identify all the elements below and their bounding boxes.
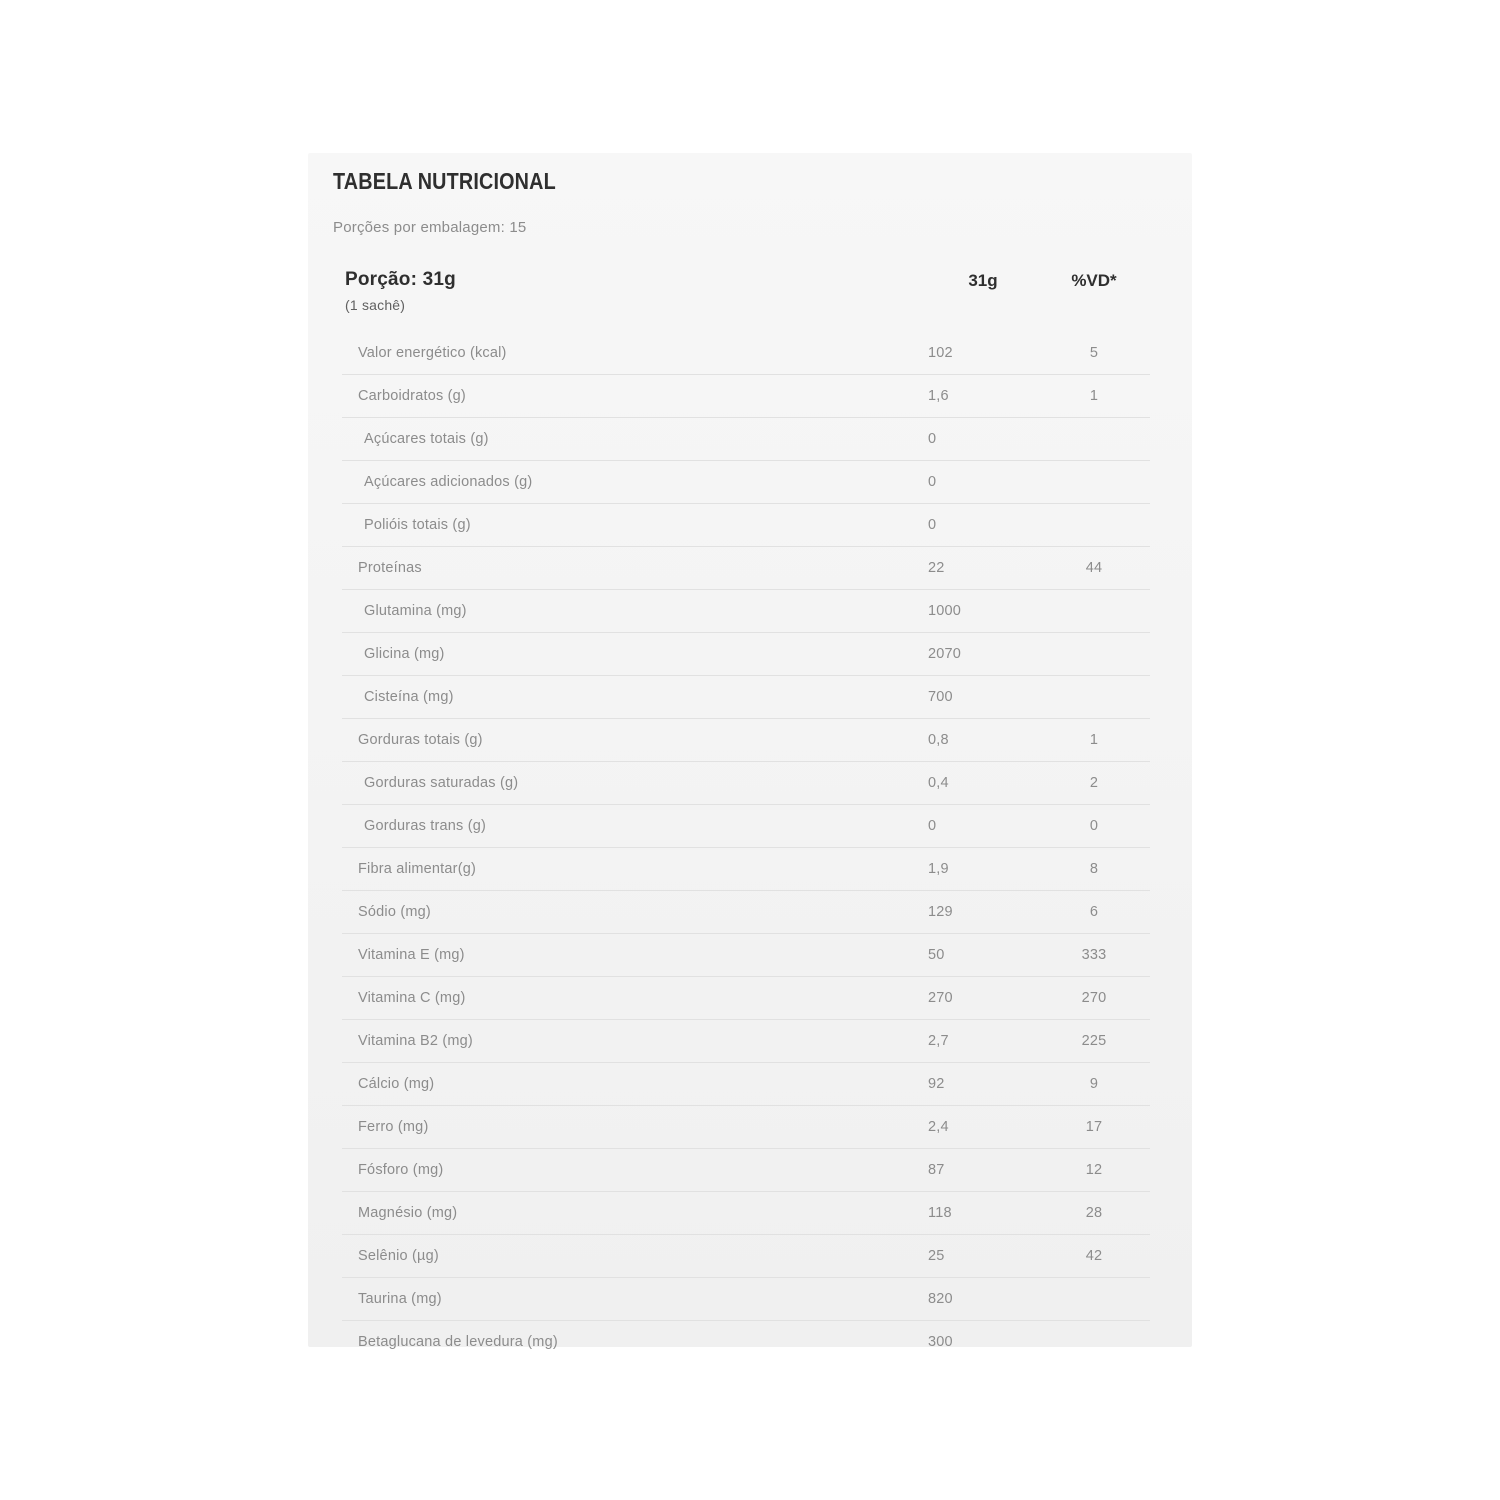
column-header-daily-value: %VD* <box>1071 271 1117 290</box>
table-row <box>342 1320 1150 1363</box>
table-row <box>342 546 1150 589</box>
nutrient-amount: 92 <box>928 1076 945 1092</box>
nutrient-label: Gorduras totais (g) <box>358 732 483 748</box>
nutrition-table <box>342 332 1150 1363</box>
nutrient-amount: 0,4 <box>928 775 949 791</box>
table-row <box>342 1234 1150 1277</box>
nutrient-daily-value: 8 <box>1089 861 1099 877</box>
nutrient-label: Betaglucana de levedura (mg) <box>358 1334 558 1350</box>
table-row <box>342 718 1150 761</box>
nutrient-label: Fósforo (mg) <box>358 1162 444 1178</box>
table-row <box>342 632 1150 675</box>
nutrient-amount: 270 <box>928 990 953 1006</box>
table-row <box>342 761 1150 804</box>
nutrient-label: Magnésio (mg) <box>358 1205 458 1221</box>
table-row <box>342 1105 1150 1148</box>
nutrition-facts-card <box>308 153 1192 1350</box>
nutrient-amount: 87 <box>928 1162 945 1178</box>
card-title: TABELA NUTRICIONAL <box>333 168 556 194</box>
nutrient-label: Gorduras saturadas (g) <box>364 775 519 791</box>
nutrient-label: Vitamina C (mg) <box>358 990 466 1006</box>
nutrient-daily-value: 1 <box>1089 732 1099 748</box>
nutrient-daily-value: 17 <box>1085 1119 1103 1135</box>
nutrient-amount: 820 <box>928 1291 953 1307</box>
serving-unit-label: (1 sachê) <box>345 297 406 313</box>
nutrient-amount: 0 <box>928 474 937 490</box>
nutrient-daily-value: 1 <box>1089 388 1099 404</box>
nutrient-amount: 0,8 <box>928 732 949 748</box>
table-row <box>342 1148 1150 1191</box>
table-row <box>342 847 1150 890</box>
nutrient-amount: 102 <box>928 345 953 361</box>
nutrient-amount: 2,4 <box>928 1119 949 1135</box>
nutrient-amount: 50 <box>928 947 945 963</box>
nutrient-label: Glicina (mg) <box>364 646 445 662</box>
nutrient-amount: 129 <box>928 904 953 920</box>
serving-size-label: Porção: 31g <box>345 269 456 290</box>
nutrient-amount: 700 <box>928 689 953 705</box>
table-row <box>342 933 1150 976</box>
nutrient-daily-value: 5 <box>1089 345 1099 361</box>
nutrient-label: Valor energético (kcal) <box>358 345 507 361</box>
table-row <box>342 675 1150 718</box>
nutrient-amount: 0 <box>928 431 937 447</box>
servings-per-package-text: Porções por embalagem: 15 <box>333 219 527 236</box>
nutrient-amount: 25 <box>928 1248 945 1264</box>
nutrient-amount: 1000 <box>928 603 962 619</box>
table-row <box>342 1277 1150 1320</box>
nutrient-amount: 2070 <box>928 646 962 662</box>
nutrient-label: Polióis totais (g) <box>364 517 471 533</box>
nutrient-daily-value: 9 <box>1089 1076 1099 1092</box>
nutrient-label: Cálcio (mg) <box>358 1076 435 1092</box>
nutrient-daily-value: 6 <box>1089 904 1099 920</box>
nutrient-amount: 0 <box>928 517 937 533</box>
table-row <box>342 804 1150 847</box>
table-row <box>342 1191 1150 1234</box>
nutrient-label: Ferro (mg) <box>358 1119 429 1135</box>
table-row <box>342 976 1150 1019</box>
nutrient-daily-value: 0 <box>1089 818 1099 834</box>
nutrient-daily-value: 2 <box>1089 775 1099 791</box>
nutrient-label: Gorduras trans (g) <box>364 818 487 834</box>
nutrient-amount: 300 <box>928 1334 953 1350</box>
nutrient-amount: 118 <box>928 1205 952 1221</box>
nutrient-daily-value: 225 <box>1081 1033 1107 1049</box>
table-row <box>342 1019 1150 1062</box>
nutrient-amount: 1,9 <box>928 861 949 877</box>
nutrient-label: Vitamina E (mg) <box>358 947 465 963</box>
nutrient-label: Açúcares adicionados (g) <box>364 474 533 490</box>
nutrient-label: Sódio (mg) <box>358 904 431 920</box>
nutrient-amount: 2,7 <box>928 1033 949 1049</box>
nutrient-label: Carboidratos (g) <box>358 388 466 404</box>
nutrient-amount: 0 <box>928 818 937 834</box>
nutrient-label: Vitamina B2 (mg) <box>358 1033 473 1049</box>
nutrient-amount: 1,6 <box>928 388 949 404</box>
nutrient-daily-value: 28 <box>1085 1205 1103 1221</box>
nutrient-daily-value: 270 <box>1081 990 1107 1006</box>
nutrient-daily-value: 12 <box>1085 1162 1103 1178</box>
nutrient-daily-value: 333 <box>1081 947 1107 963</box>
table-row <box>342 332 1150 374</box>
nutrient-daily-value: 42 <box>1085 1248 1103 1264</box>
table-row <box>342 460 1150 503</box>
nutrient-label: Proteínas <box>358 560 422 576</box>
table-row <box>342 890 1150 933</box>
nutrient-daily-value: 44 <box>1085 560 1103 576</box>
serving-size-block <box>342 269 928 313</box>
nutrient-label: Açúcares totais (g) <box>364 431 489 447</box>
table-row <box>342 503 1150 546</box>
table-header-row <box>342 269 1150 313</box>
table-row <box>342 417 1150 460</box>
nutrient-label: Taurina (mg) <box>358 1291 442 1307</box>
nutrient-amount: 22 <box>928 560 945 576</box>
table-row <box>342 374 1150 417</box>
nutrient-label: Cisteína (mg) <box>364 689 454 705</box>
table-row <box>342 589 1150 632</box>
nutrient-label: Selênio (µg) <box>358 1248 439 1264</box>
table-row <box>342 1062 1150 1105</box>
nutrient-label: Fibra alimentar(g) <box>358 861 477 877</box>
column-header-amount: 31g <box>968 271 998 290</box>
nutrient-label: Glutamina (mg) <box>364 603 467 619</box>
